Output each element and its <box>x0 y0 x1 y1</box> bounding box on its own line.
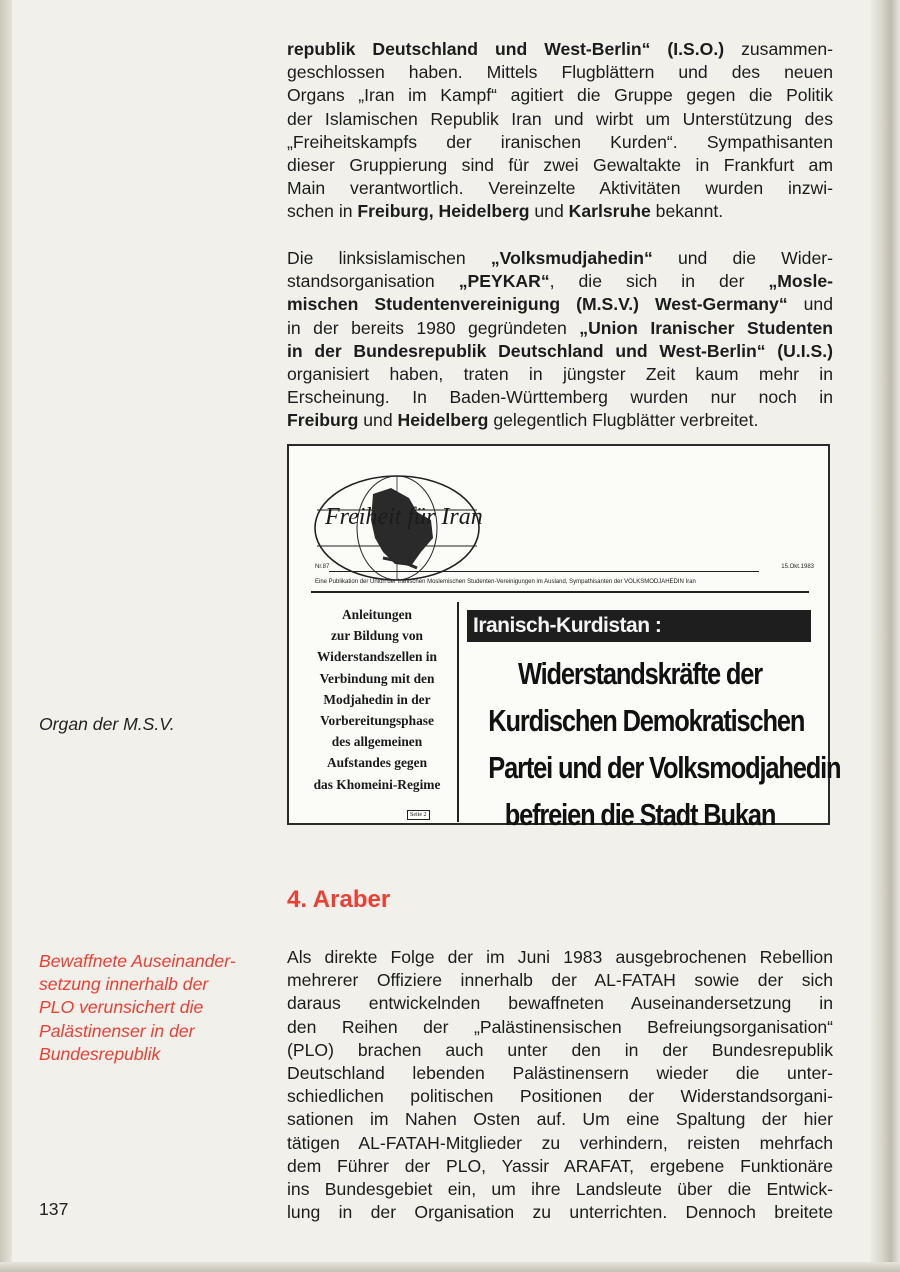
paragraph-volksmudjahedin <box>287 247 833 433</box>
clipping-headline: Widerstandskräfte der Kurdischen Demokratischen Partei und der Volksmodjahedin befreien die Stadt Bukan <box>488 656 841 832</box>
text-line: Freiburg und Heidelberg gelegentlich Flugblätter verbreitet. <box>287 410 759 431</box>
newspaper-clipping-figure <box>287 444 841 832</box>
header-divider <box>311 591 809 593</box>
page-number: 137 <box>39 1199 69 1219</box>
issue-number: Nr.87 <box>315 564 330 570</box>
text-line: Die linksislamischen „Volksmudjahedin“ und die Wider- <box>287 248 833 268</box>
text-line: in der Bundesrepublik Deutschland und West-Berlin“ (U.I.S.) <box>287 340 833 361</box>
text-line: Deutschland lebenden Palästinensern wieder die unter- <box>287 1063 833 1084</box>
text-line: tätigen AL-FATAH-Mitglieder zu verhindern, reisten mehrfach <box>287 1132 833 1153</box>
text-line: dem Führer der PLO, Yassir ARAFAT, ergebene Funktionäre <box>287 1155 833 1176</box>
text-line: sationen im Nahen Osten auf. Um eine Spaltung der hier <box>287 1109 833 1130</box>
text-line: Main verantwortlich. Vereinzelte Aktivitäten wurden inzwi- <box>287 178 833 199</box>
publisher-line: Eine Publikation der Union der Iranischen Moslemischen Studenten-Vereinigungen im Ausland, Sympathisanten der VOLKSMODJAHEDIN Iran <box>315 579 696 585</box>
text-line: „Freiheitskampfs der iranischen Kurden“. Sympathisanten <box>287 131 833 152</box>
masthead-title: Freiheit für Iran <box>325 504 483 530</box>
text-line: Erscheinung. In Baden-Württemberg wurden nur noch in <box>287 387 833 408</box>
text-line: schiedlichen politischen Positionen der Widerstandsorgani- <box>287 1086 833 1107</box>
text-line: mehrerer Offiziere innerhalb der AL-FATAH sowie der sich <box>287 970 833 991</box>
text-line: schen in Freiburg, Heidelberg und Karlsruhe bekannt. <box>287 201 724 222</box>
text-line: organisiert haben, traten in jüngster Zeit kaum mehr in <box>287 364 833 385</box>
text-line: den Reihen der „Palästinensischen Befreiungsorganisation“ <box>287 1016 833 1037</box>
section-heading: 4. Araber <box>287 886 391 913</box>
side-page-reference: Seite 2 <box>407 810 430 820</box>
paragraph-araber <box>287 946 833 1224</box>
paragraph-iso <box>287 38 833 224</box>
column-divider <box>457 602 459 822</box>
text-line: in der bereits 1980 gegründeten „Union Iranischer Studenten <box>287 317 833 338</box>
text-line: (PLO) brachen auch unter den in der Bundesrepublik <box>287 1039 833 1060</box>
text-line: geschlossen haben. Mittels Flugblättern und des neuen <box>287 62 833 83</box>
issue-date: 15.Okt.1983 <box>781 564 814 570</box>
masthead-rule <box>329 571 759 572</box>
text-line: mischen Studentenvereinigung (M.S.V.) West-Germany“ und <box>287 294 833 315</box>
kicker-bar: Iranisch-Kurdistan : <box>467 610 811 642</box>
text-line: republik Deutschland und West-Berlin“ (I.S.O.) zusammen- <box>287 39 833 59</box>
text-line: standsorganisation „PEYKAR“, die sich in der „Mosle- <box>287 271 833 292</box>
page-left-edge <box>0 0 12 1272</box>
text-line: Als direkte Folge der im Juni 1983 ausgebrochenen Rebellion <box>287 947 833 967</box>
text-line: ins Bundesgebiet ein, um ihre Landsleute über die Entwick- <box>287 1179 833 1200</box>
text-line: dieser Gruppierung sind für zwei Gewaltakte in Frankfurt am <box>287 155 833 176</box>
page-bottom-edge <box>0 1262 900 1272</box>
side-column-text: Anleitungen zur Bildung von Widerstandszellen in Verbindung mit den Modjahedin in der Vorbereitungsphase des allgemeinen Aufstandes gegen das Khomeini-Regime <box>313 607 441 792</box>
page-right-edge <box>870 0 900 1272</box>
text-line: der Islamischen Republik Iran und wirbt um Unterstützung des <box>287 108 833 129</box>
margin-note: Bewaffnete Auseinander- setzung innerhalb der PLO verunsichert die Palästinenser in der Bundesrepublik <box>39 951 236 1064</box>
text-line: lung in der Organisation zu unterrichten. Dennoch breitete <box>287 1202 833 1223</box>
figure-caption: Organ der M.S.V. <box>39 714 175 734</box>
text-line: daraus entwickelnden bewaffneten Auseinandersetzung in <box>287 993 833 1014</box>
text-line: Organs „Iran im Kampf“ agitiert die Gruppe gegen die Politik <box>287 85 833 106</box>
